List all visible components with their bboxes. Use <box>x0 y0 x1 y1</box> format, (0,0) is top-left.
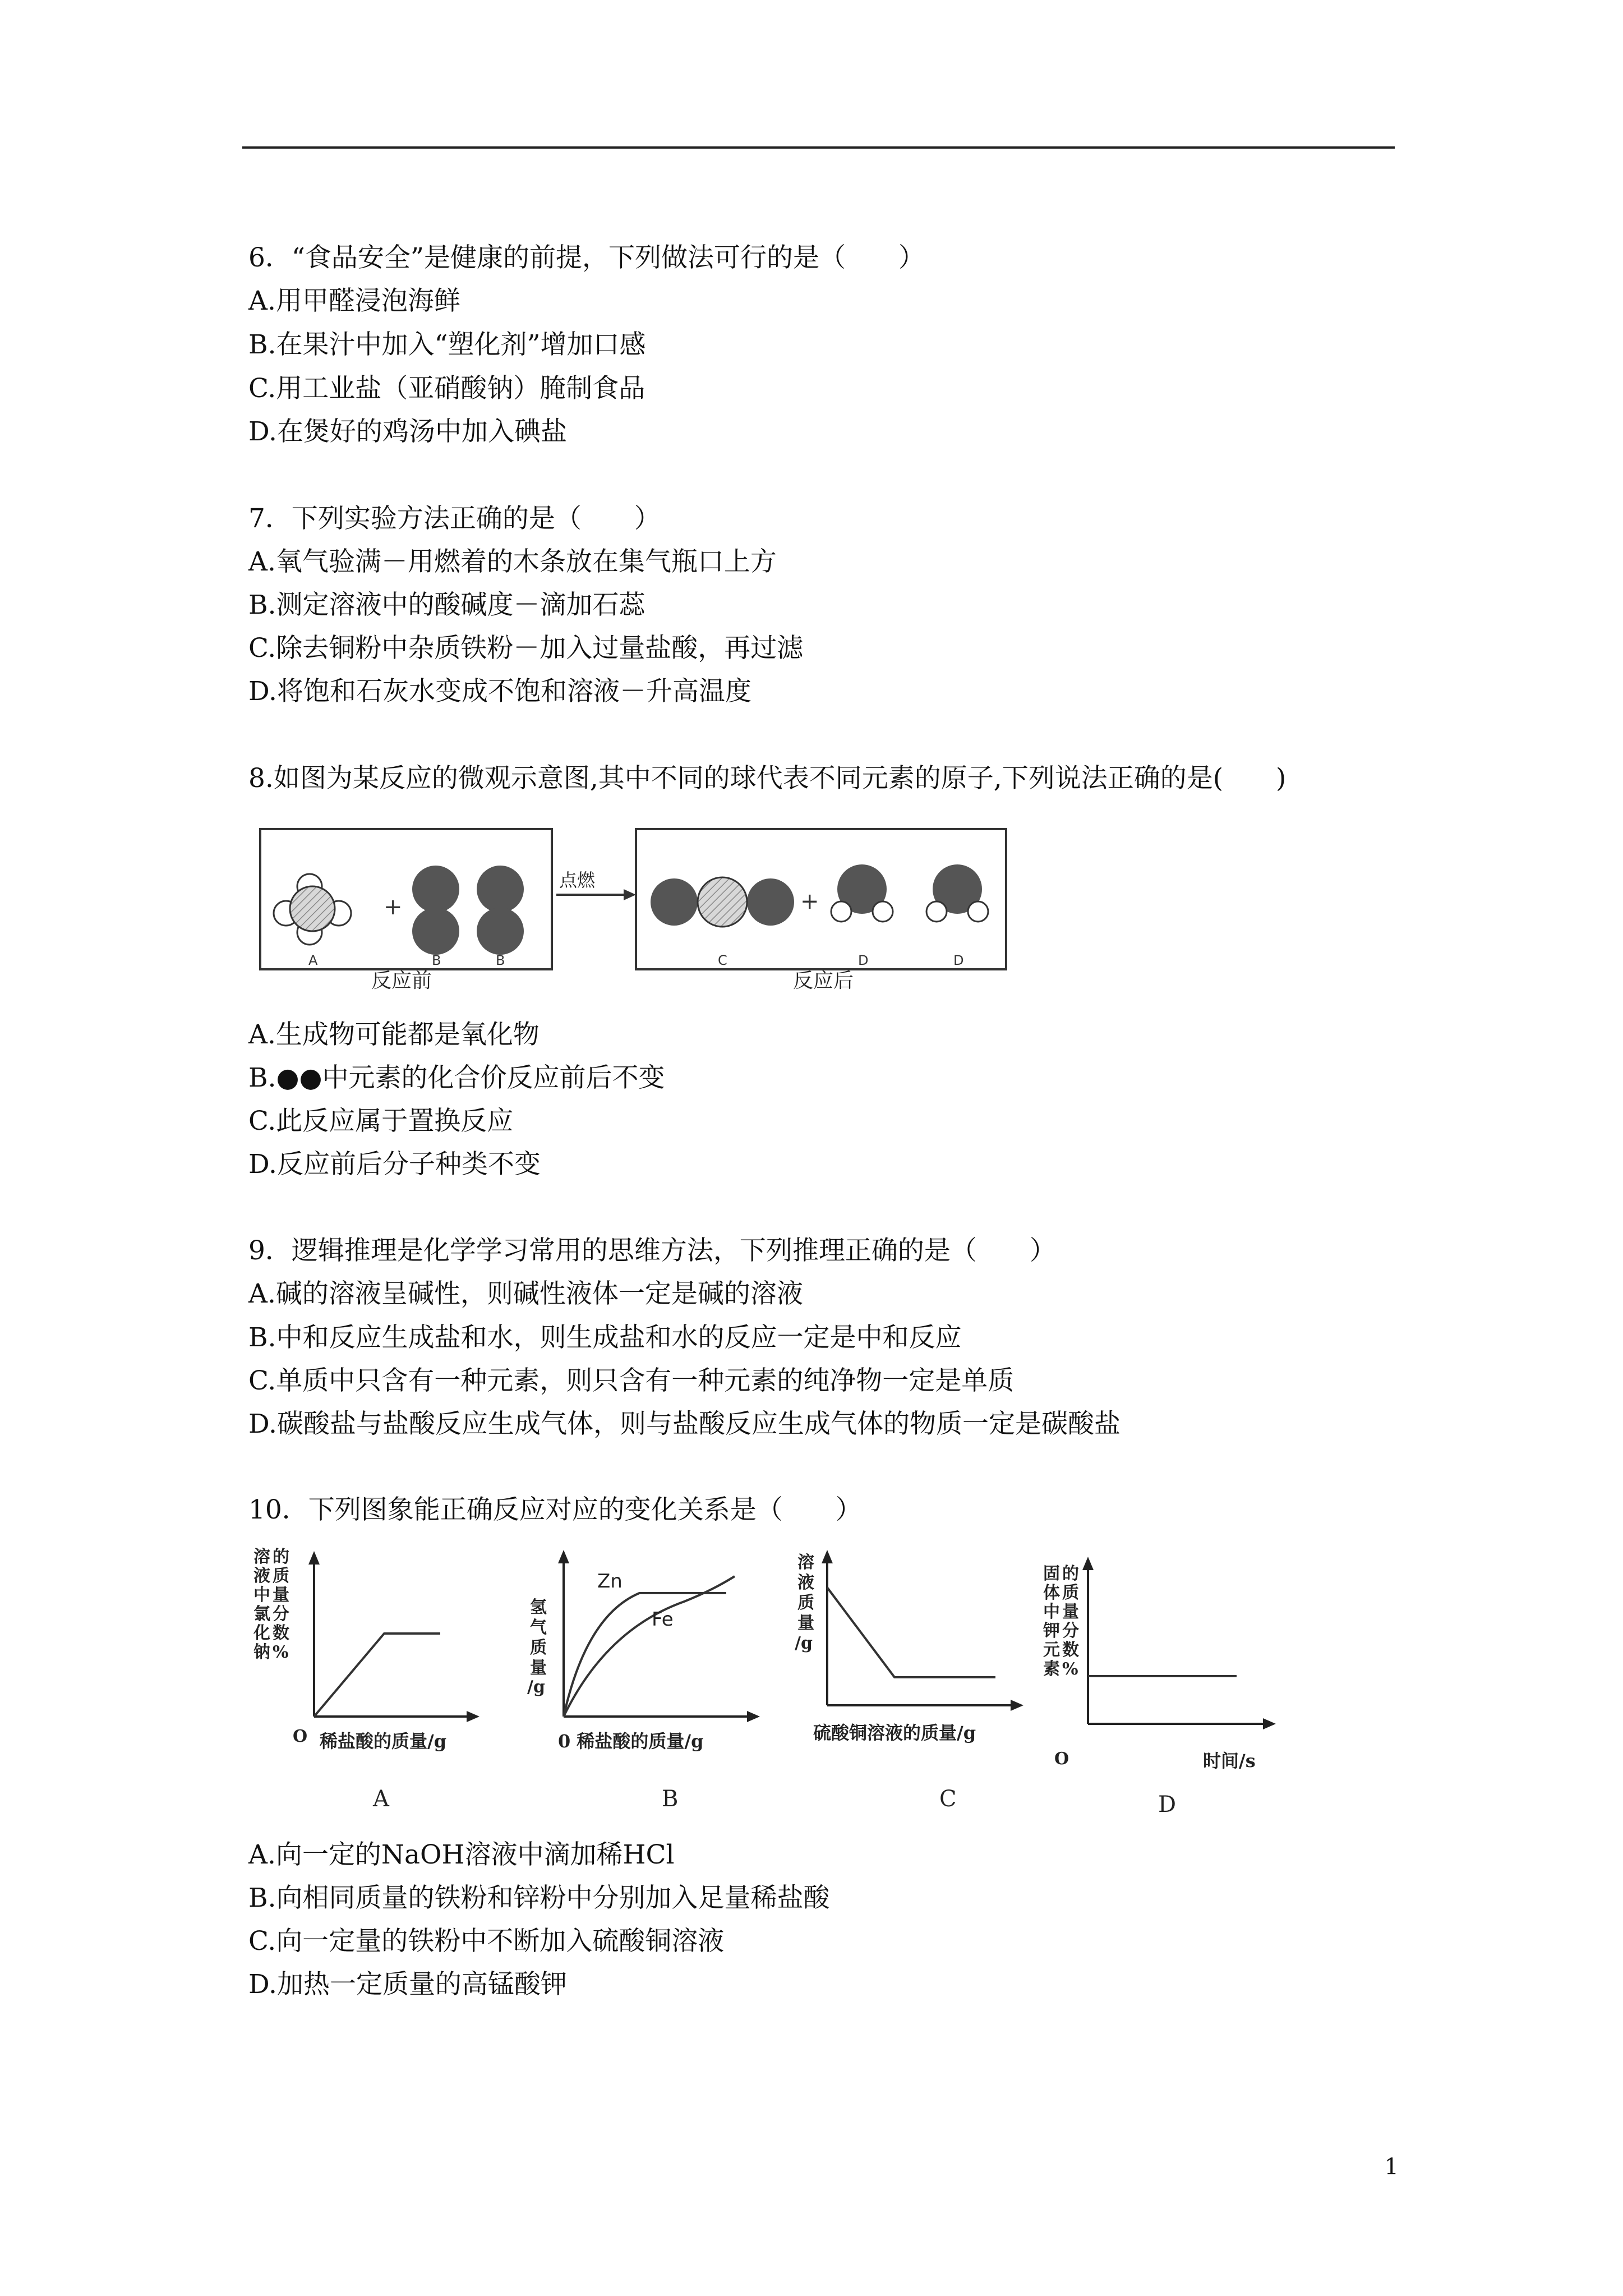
question-9-option-d: D.碳酸盐与盐酸反应生成气体，则与盐酸反应生成气体的物质一定是碳酸盐 <box>248 1409 1121 1439</box>
svg-text:质: 质 <box>273 1566 289 1586</box>
svg-text:的: 的 <box>1062 1564 1079 1584</box>
question-8-option-d: D.反应前后分子种类不变 <box>248 1149 541 1180</box>
svg-text:量: 量 <box>797 1613 814 1633</box>
question-10-option-b: B.向相同质量的铁粉和锌粉中分别加入足量稀盐酸 <box>248 1883 830 1913</box>
svg-text:B: B <box>662 1786 679 1812</box>
molecule-label-d2: D <box>953 953 964 968</box>
svg-text:分: 分 <box>1062 1621 1079 1641</box>
svg-text:质: 质 <box>530 1638 547 1658</box>
header-rule <box>242 146 1395 149</box>
question-7-option-c: C.除去铜粉中杂质铁粉－加入过量盐酸，再过滤 <box>248 633 804 664</box>
svg-text:气: 气 <box>530 1618 547 1637</box>
svg-text:溶: 溶 <box>797 1553 814 1572</box>
question-6-option-c: C.用工业盐（亚硝酸钠）腌制食品 <box>248 373 645 404</box>
question-10-option-c: C.向一定量的铁粉中不断加入硫酸铜溶液 <box>248 1926 725 1957</box>
svg-text:O: O <box>293 1727 308 1746</box>
svg-text:分: 分 <box>273 1604 289 1624</box>
question-10-option-d: D.加热一定质量的高锰酸钾 <box>248 1969 567 2000</box>
question-6-option-a: A.用甲醛浸泡海鲜 <box>248 286 460 316</box>
question-10-stem: 10．下列图象能正确反应对应的变化关系是（ ） <box>248 1494 862 1525</box>
svg-text:O: O <box>1054 1749 1069 1769</box>
svg-text:氢: 氢 <box>530 1598 547 1617</box>
svg-text:的: 的 <box>273 1547 289 1567</box>
svg-text:%: % <box>1062 1659 1078 1679</box>
after-caption: 反应后 <box>793 969 854 992</box>
svg-text:钠: 钠 <box>253 1642 270 1662</box>
svg-text:液: 液 <box>253 1566 270 1586</box>
graph-c <box>795 1550 1023 1812</box>
question-6-option-b: B.在果汁中加入“塑化剂”增加口感 <box>248 329 646 360</box>
arrow-label: 点燃 <box>559 869 596 891</box>
molecule-label-a: A <box>308 953 318 968</box>
svg-text:素: 素 <box>1043 1659 1060 1679</box>
question-8-stem: 8.如图为某反应的微观示意图,其中不同的球代表不同元素的原子,下列说法正确的是( ) <box>248 763 1287 794</box>
svg-text:/g: /g <box>795 1634 813 1653</box>
graph-a <box>253 1547 479 1812</box>
page-number: 1 <box>1384 2154 1399 2180</box>
svg-text:D: D <box>1158 1792 1177 1818</box>
molecule-d-1 <box>831 864 893 922</box>
svg-text:/g: /g <box>527 1677 545 1697</box>
svg-text:液: 液 <box>797 1573 814 1593</box>
svg-text:%: % <box>273 1642 289 1662</box>
molecule-label-d1: D <box>858 953 869 968</box>
question-8-option-b: B.●●中元素的化合价反应前后不变 <box>248 1062 665 1093</box>
svg-text:Zn: Zn <box>597 1570 623 1593</box>
svg-text:A: A <box>373 1786 389 1812</box>
svg-text:中: 中 <box>253 1585 270 1605</box>
svg-text:+: + <box>800 889 819 914</box>
svg-text:数: 数 <box>1062 1640 1079 1660</box>
question-7-option-b: B.测定溶液中的酸碱度－滴加石蕊 <box>248 590 645 620</box>
svg-text:质: 质 <box>1062 1583 1079 1603</box>
molecule-label-b2: B <box>496 953 505 968</box>
question-9-option-c: C.单质中只含有一种元素，则只含有一种元素的纯净物一定是单质 <box>248 1365 1015 1396</box>
question-9-stem: 9．逻辑推理是化学学习常用的思维方法，下列推理正确的是（ ） <box>248 1235 1056 1266</box>
graphs-figure <box>247 1545 1290 1826</box>
graph-d <box>1043 1557 1276 1818</box>
svg-text:量: 量 <box>530 1658 547 1678</box>
svg-text:0 稀盐酸的质量/g: 0 稀盐酸的质量/g <box>558 1731 704 1752</box>
svg-text:中: 中 <box>1043 1602 1060 1622</box>
svg-text:钾: 钾 <box>1043 1621 1060 1641</box>
question-9-option-a: A.碱的溶液呈碱性，则碱性液体一定是碱的溶液 <box>248 1278 803 1309</box>
svg-text:Fe: Fe <box>652 1608 674 1631</box>
svg-text:化: 化 <box>253 1623 270 1643</box>
svg-text:溶: 溶 <box>253 1547 270 1567</box>
question-10-option-a: A.向一定的NaOH溶液中滴加稀HCl <box>248 1839 675 1870</box>
molecule-a <box>274 874 351 945</box>
question-9-option-b: B.中和反应生成盐和水，则生成盐和水的反应一定是中和反应 <box>248 1322 962 1353</box>
molecule-b-2 <box>477 866 524 955</box>
svg-text:体: 体 <box>1043 1583 1060 1603</box>
svg-text:时间/s: 时间/s <box>1203 1750 1256 1772</box>
svg-text:稀盐酸的质量/g: 稀盐酸的质量/g <box>320 1731 447 1752</box>
question-6-option-d: D.在煲好的鸡汤中加入碘盐 <box>248 416 567 447</box>
question-7-option-d: D.将饱和石灰水变成不饱和溶液－升高温度 <box>248 676 751 707</box>
svg-text:固: 固 <box>1043 1564 1060 1584</box>
svg-text:质: 质 <box>797 1593 814 1613</box>
molecule-b-1 <box>412 866 459 955</box>
question-8-option-c: C.此反应属于置换反应 <box>248 1106 514 1137</box>
before-caption: 反应前 <box>371 969 432 992</box>
svg-text:+: + <box>384 894 403 920</box>
svg-text:氯: 氯 <box>253 1604 270 1624</box>
reaction-micro-diagram <box>259 825 1011 993</box>
question-7-stem: 7．下列实验方法正确的是（ ） <box>248 503 661 534</box>
svg-text:数: 数 <box>273 1623 289 1643</box>
question-7-option-a: A.氧气验满－用燃着的木条放在集气瓶口上方 <box>248 546 777 577</box>
question-8-option-a: A.生成物可能都是氧化物 <box>248 1019 540 1050</box>
svg-text:元: 元 <box>1043 1640 1060 1660</box>
molecule-label-c: C <box>718 953 727 968</box>
svg-text:硫酸铜溶液的质量/g: 硫酸铜溶液的质量/g <box>813 1722 976 1743</box>
molecule-c <box>651 877 794 927</box>
graph-b <box>527 1550 760 1812</box>
svg-text:C: C <box>939 1786 957 1812</box>
molecule-label-b1: B <box>432 953 441 968</box>
svg-text:量: 量 <box>273 1585 289 1605</box>
molecule-d-2 <box>926 864 988 922</box>
svg-text:量: 量 <box>1062 1602 1079 1622</box>
question-6-stem: 6．“食品安全”是健康的前提，下列做法可行的是（ ） <box>248 242 925 273</box>
